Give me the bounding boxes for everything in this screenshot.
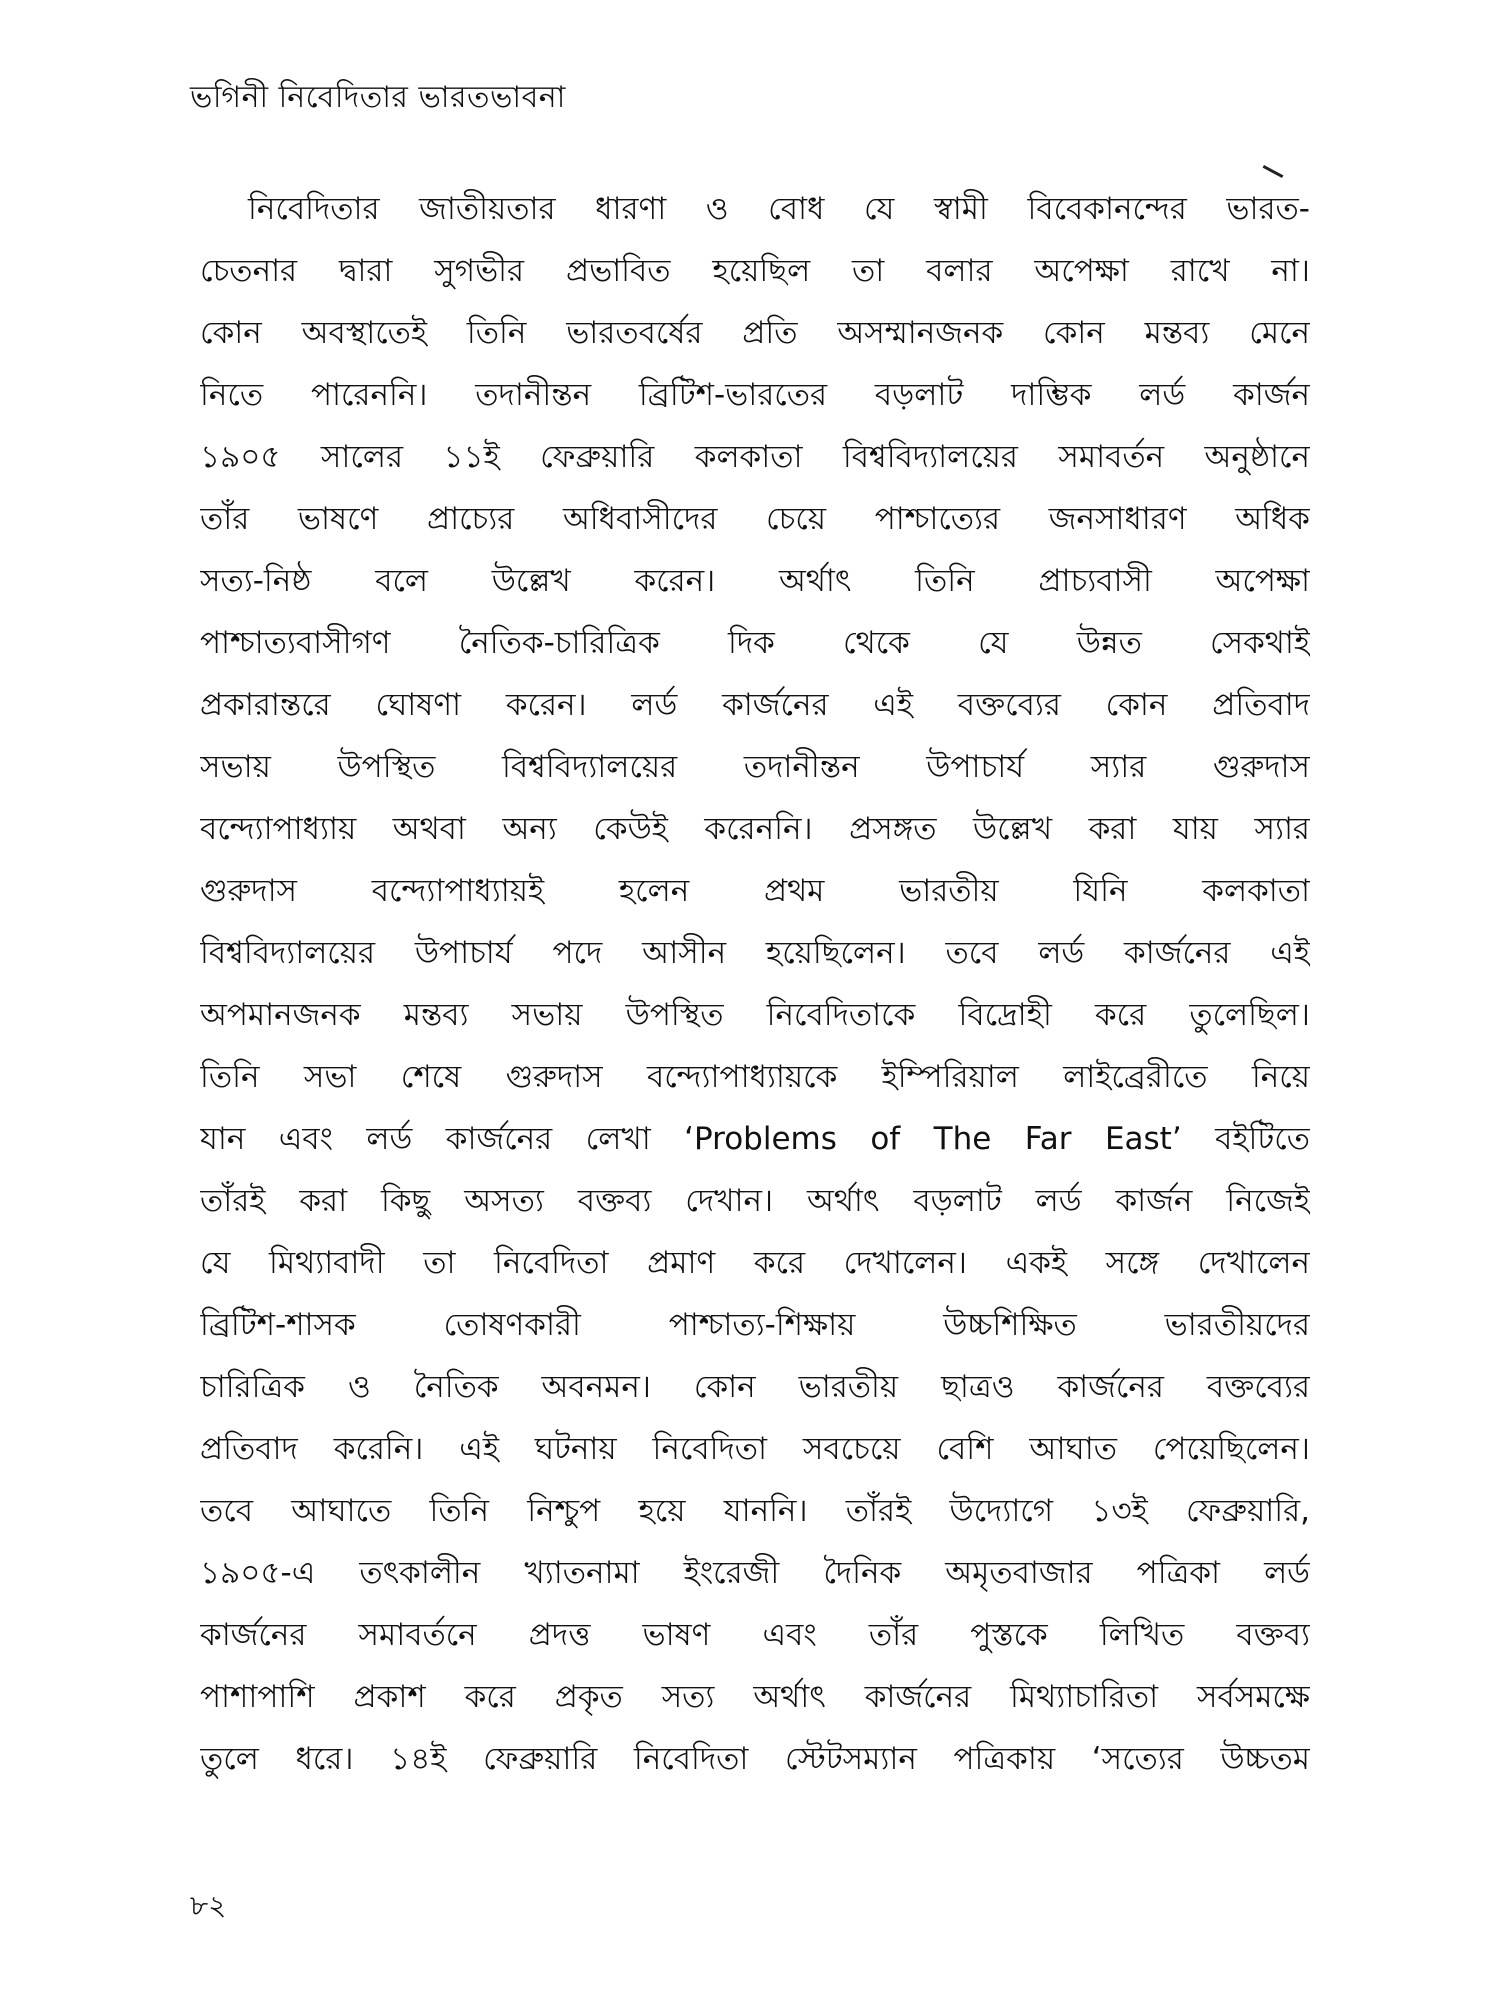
text-line: বিশ্ববিদ্যালয়ের উপাচার্য পদে আসীন হয়েছিলেন। তবে লর্ড কার্জনের এই — [200, 935, 1310, 971]
scan-mark — [1263, 165, 1284, 178]
text-line: পাশ্চাত্যবাসীগণ নৈতিক-চারিত্রিক দিক থেকে যে উন্নত সেকথাই — [200, 625, 1310, 661]
text-line: নিবেদিতার জাতীয়তার ধারণা ও বোধ যে স্বামী বিবেকানন্দের ভারত- — [248, 191, 1310, 227]
text-line: তাঁরই করা কিছু অসত্য বক্তব্য দেখান। অর্থাৎ বড়লাট লর্ড কার্জন নিজেই — [200, 1183, 1310, 1219]
text-line: প্রকারান্তরে ঘোষণা করেন। লর্ড কার্জনের এই বক্তব্যের কোন প্রতিবাদ — [200, 687, 1310, 723]
running-header: ভগিনী নিবেদিতার ভারতভাবনা — [190, 80, 566, 115]
text-line: গুরুদাস বন্দ্যোপাধ্যায়ই হলেন প্রথম ভারতীয় যিনি কলকাতা — [200, 873, 1310, 909]
text-line: নিতে পারেননি। তদানীন্তন ব্রিটিশ-ভারতের বড়লাট দাম্ভিক লর্ড কার্জন — [200, 377, 1310, 413]
text-line: ব্রিটিশ-শাসক তোষণকারী পাশ্চাত্য-শিক্ষায় উচ্চশিক্ষিত ভারতীয়দের — [200, 1307, 1310, 1343]
text-line: যান এবং লর্ড কার্জনের লেখা ‘Problems of The Far East’ বইটিতে — [200, 1121, 1310, 1157]
text-line: কোন অবস্থাতেই তিনি ভারতবর্ষের প্রতি অসম্মানজনক কোন মন্তব্য মেনে — [200, 315, 1310, 351]
text-line: বন্দ্যোপাধ্যায় অথবা অন্য কেউই করেননি। প্রসঙ্গত উল্লেখ করা যায় স্যার — [200, 811, 1310, 847]
text-line: অপমানজনক মন্তব্য সভায় উপস্থিত নিবেদিতাকে বিদ্রোহী করে তুলেছিল। — [200, 997, 1310, 1033]
text-line: সভায় উপস্থিত বিশ্ববিদ্যালয়ের তদানীন্তন উপাচার্য স্যার গুরুদাস — [200, 749, 1310, 785]
text-line: তিনি সভা শেষে গুরুদাস বন্দ্যোপাধ্যায়কে ইম্পিরিয়াল লাইব্রেরীতে নিয়ে — [200, 1059, 1310, 1095]
text-line: তুলে ধরে। ১৪ই ফেব্রুয়ারি নিবেদিতা স্টেটসম্যান পত্রিকায় ‘সত্যের উচ্চতম — [200, 1741, 1310, 1777]
text-line: যে মিথ্যাবাদী তা নিবেদিতা প্রমাণ করে দেখালেন। একই সঙ্গে দেখালেন — [200, 1245, 1310, 1281]
text-line: সত্য-নিষ্ঠ বলে উল্লেখ করেন। অর্থাৎ তিনি প্রাচ্যবাসী অপেক্ষা — [200, 563, 1310, 599]
text-line: ১৯০৫ সালের ১১ই ফেব্রুয়ারি কলকাতা বিশ্ববিদ্যালয়ের সমাবর্তন অনুষ্ঠানে — [200, 439, 1310, 475]
page-number: ৮২ — [190, 1889, 227, 1922]
paragraph — [200, 178, 1310, 1790]
text-line: কার্জনের সমাবর্তনে প্রদত্ত ভাষণ এবং তাঁর পুস্তকে লিখিত বক্তব্য — [200, 1617, 1310, 1653]
text-line: তাঁর ভাষণে প্রাচ্যের অধিবাসীদের চেয়ে পাশ্চাত্যের জনসাধারণ অধিক — [200, 501, 1310, 537]
text-line: তবে আঘাতে তিনি নিশ্চুপ হয়ে যাননি। তাঁরই উদ্যোগে ১৩ই ফেব্রুয়ারি, — [200, 1493, 1310, 1529]
text-line: চারিত্রিক ও নৈতিক অবনমন। কোন ভারতীয় ছাত্রও কার্জনের বক্তব্যের — [200, 1369, 1310, 1405]
text-line: প্রতিবাদ করেনি। এই ঘটনায় নিবেদিতা সবচেয়ে বেশি আঘাত পেয়েছিলেন। — [200, 1431, 1310, 1467]
text-line: চেতনার দ্বারা সুগভীর প্রভাবিত হয়েছিল তা বলার অপেক্ষা রাখে না। — [200, 253, 1310, 289]
text-line: পাশাপাশি প্রকাশ করে প্রকৃত সত্য অর্থাৎ কার্জনের মিথ্যাচারিতা সর্বসমক্ষে — [200, 1679, 1310, 1715]
text-line: ১৯০৫-এ তৎকালীন খ্যাতনামা ইংরেজী দৈনিক অমৃতবাজার পত্রিকা লর্ড — [200, 1555, 1310, 1591]
